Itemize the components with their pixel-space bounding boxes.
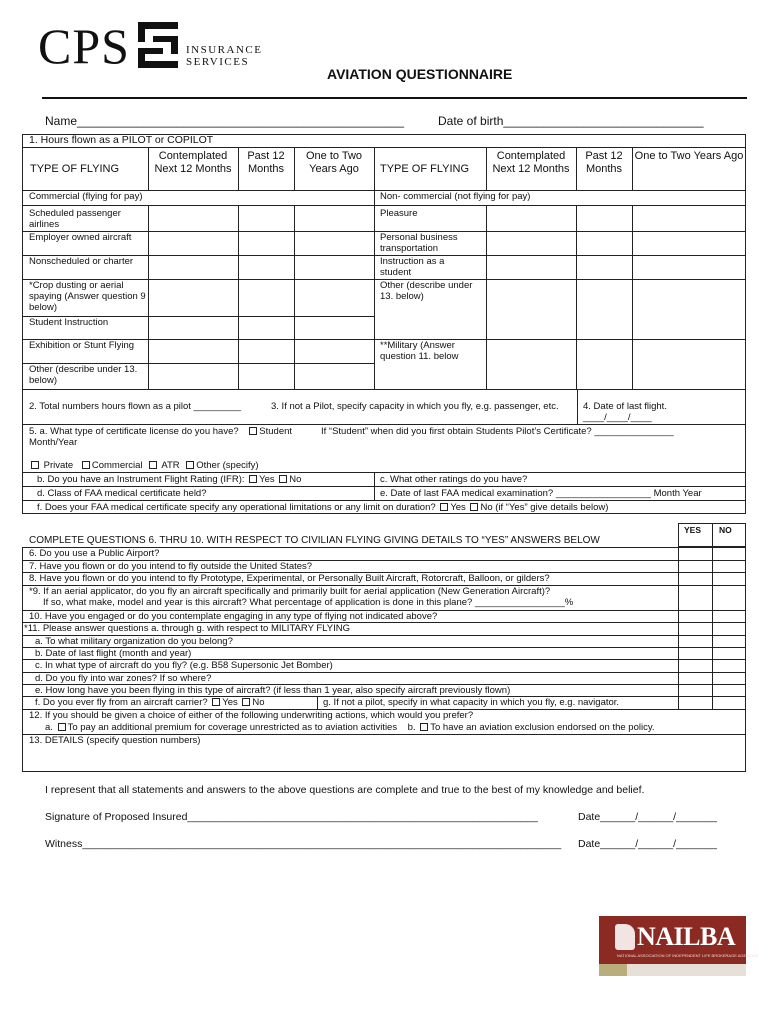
row-military: **Military (Answer question 11. below	[380, 340, 459, 362]
q5c-other-ratings: c. What other ratings do you have?	[380, 474, 528, 485]
q6-public-airport: 6. Do you use a Public Airport?	[29, 548, 160, 559]
col-past-12-right: Past 12 Months	[585, 150, 623, 175]
q5b-yes-checkbox[interactable]	[249, 475, 257, 483]
witness-date[interactable]: Date______/______/_______	[578, 838, 717, 850]
group-non-commercial: Non- commercial (not flying for pay)	[380, 191, 531, 202]
q7-outside-us: 7. Have you flown or do you intend to fly outside the United States?	[29, 561, 313, 572]
col-type-of-flying-right: TYPE OF FLYING	[380, 163, 470, 175]
commercial-checkbox[interactable]	[82, 461, 90, 469]
logo-mark-icon	[138, 22, 178, 68]
no-header: NO	[719, 525, 732, 535]
row-instruction-student: Instruction as a student	[380, 256, 445, 278]
q11f-no-checkbox[interactable]	[242, 698, 250, 706]
nailba-strip-gold	[599, 964, 627, 976]
q8-prototype: 8. Have you flown or do you intend to fly Prototype, Experimental, or Personally Built Aircraft, Rotorcraft, Balloon, or gilders?	[29, 573, 550, 584]
signature-date[interactable]: Date______/______/_______	[578, 811, 717, 823]
row-student-instruction: Student Instruction	[29, 317, 109, 328]
q3-capacity: 3. If not a Pilot, specify capacity in which you fly, e.g. passenger, etc.	[271, 401, 559, 412]
row-scheduled-passenger: Scheduled passenger airlines	[29, 208, 121, 230]
header-divider	[42, 97, 747, 99]
q11f-no-label: No	[252, 697, 265, 708]
q10-other-flying: 10. Have you engaged or do you contemplate engaging in any type of flying not indicated above?	[29, 611, 438, 622]
q5a-license-options	[29, 460, 259, 471]
row-other-left: Other (describe under 13. below)	[29, 364, 138, 386]
q5e-last-exam: e. Date of last FAA medical examination? __________________ Month Year	[380, 488, 702, 499]
q4-date-blank[interactable]: ____/____/____	[583, 412, 652, 423]
civilian-intro: COMPLETE QUESTIONS 6. THRU 10. WITH RESPECT TO CIVILIAN FLYING GIVING DETAILS TO “YES” ANSWERS BELOW	[29, 535, 600, 546]
q5b-yes-label: Yes	[259, 474, 275, 485]
q5b-ifr	[37, 474, 301, 485]
col-contemplated-next-12: Contemplated Next 12 Months	[154, 150, 232, 175]
name-field[interactable]: Name_________________________________________________	[45, 114, 405, 128]
q11f-yes-label: Yes	[222, 697, 238, 708]
hours-table-title: 1. Hours flown as a PILOT or COPILOT	[29, 134, 214, 146]
witness-line[interactable]: Witness__________________________________________________________________________________	[45, 838, 562, 850]
commercial-label: Commercial	[91, 460, 143, 471]
q11a-organization: a. To what military organization do you belong?	[35, 636, 233, 647]
q5f-yes-label: Yes	[450, 502, 466, 513]
private-label: Private	[43, 460, 74, 471]
nailba-strip-grey	[627, 964, 746, 976]
q12a-label: To pay an additional premium for coverage unrestricted as to aviation activities	[67, 722, 398, 733]
logo-text: CPS	[38, 18, 130, 74]
atr-label: ATR	[161, 460, 180, 471]
col-past-12: Past 12 Months	[247, 150, 285, 175]
q4-last-flight: 4. Date of last flight.	[583, 401, 667, 412]
row-crop-dusting: *Crop dusting or aerial spaying (Answer question 9 below)	[29, 280, 146, 313]
atr-checkbox[interactable]	[149, 461, 157, 469]
q11b-last-flight: b. Date of last flight (month and year)	[35, 648, 192, 659]
q5b-no-checkbox[interactable]	[279, 475, 287, 483]
q5f-no-checkbox[interactable]	[470, 503, 478, 511]
page-title: AVIATION QUESTIONNAIRE	[327, 66, 513, 82]
q12a-checkbox[interactable]	[58, 723, 66, 731]
row-other-right: Other (describe under 13. below)	[380, 280, 473, 302]
col-type-of-flying: TYPE OF FLYING	[30, 163, 120, 175]
col-contemplated-next-12-right: Contemplated Next 12 Months	[492, 150, 570, 175]
group-commercial: Commercial (flying for pay)	[29, 191, 143, 202]
q11g-capacity: g. If not a pilot, specify in what capacity in which you fly, e.g. navigator.	[323, 697, 620, 708]
row-pleasure: Pleasure	[380, 208, 418, 219]
q5a-label: 5. a. What type of certificate license do you have?	[29, 426, 239, 437]
row-exhibition: Exhibition or Stunt Flying	[29, 340, 135, 351]
q2-total-hours: 2. Total numbers hours flown as a pilot _________	[29, 401, 242, 412]
q12a-letter: a.	[45, 722, 53, 733]
q5f-yes-checkbox[interactable]	[440, 503, 448, 511]
q12-options	[45, 722, 655, 733]
q12-underwriting: 12. If you should be given a choice of either of the following underwriting actions, which would you prefer?	[29, 710, 474, 721]
row-nonscheduled: Nonscheduled or charter	[29, 256, 134, 267]
q5b-no-label: No	[289, 474, 302, 485]
q11f-yes-checkbox[interactable]	[212, 698, 220, 706]
q13-details: 13. DETAILS (specify question numbers)	[29, 735, 201, 746]
row-personal-business: Personal business transportation	[380, 232, 458, 254]
yes-header: YES	[684, 525, 702, 535]
representation-statement: I represent that all statements and answers to the above questions are complete and true to the best of my knowledge and belief.	[45, 784, 645, 796]
q5f-no-label: No	[480, 502, 493, 513]
q11e-duration: e. How long have you been flying in this type of aircraft? (if less than 1 year, also specify aircraft previously flown)	[35, 685, 511, 696]
q12b-letter: b.	[407, 722, 416, 733]
other-checkbox[interactable]	[186, 461, 194, 469]
q5f-limitations	[37, 502, 608, 513]
q11d-war-zones: d. Do you fly into war zones? If so where?	[35, 673, 212, 684]
nailba-logo	[599, 916, 759, 964]
q12b-checkbox[interactable]	[420, 723, 428, 731]
q11-military: *11. Please answer questions a. through g. with respect to MILITARY FLYING	[24, 623, 350, 634]
other-label: Other (specify)	[196, 460, 259, 471]
q11f-label: f. Do you ever fly from an aircraft carrier?	[35, 697, 208, 708]
logo-subtitle: INSURANCE SERVICES	[186, 44, 263, 68]
nailba-subtitle: NATIONAL ASSOCIATION OF INDEPENDENT LIFE BROKERAGE AGENCIES	[617, 953, 759, 958]
q5a-student-question: If “Student” when did you first obtain Students Pilot’s Certificate? _______________ Month/Year	[29, 426, 674, 448]
cps-logo	[38, 18, 328, 74]
q9-aerial-applicator: *9. If an aerial applicator, do you fly an aircraft specifically and primarily built for aerial application (New Generation Aircraft)?	[29, 586, 551, 597]
q11f-carrier	[35, 697, 265, 708]
q11c-aircraft-type: c. In what type of aircraft do you fly? (e.g. B58 Supersonic Jet Bomber)	[35, 660, 333, 671]
q5a-student-label: Student	[259, 426, 293, 437]
q5f-tail: (if “Yes” give details below)	[495, 502, 609, 513]
q9-make-model: If so, what make, model and year is this aircraft? What percentage of application is done in this plane? _________________%	[43, 597, 574, 608]
nailba-emblem-icon	[615, 924, 635, 950]
private-checkbox[interactable]	[31, 461, 39, 469]
q5f-label: f. Does your FAA medical certificate specify any operational limitations or any limit on duration?	[37, 502, 436, 513]
q5b-label: b. Do you have an Instrument Flight Rating (IFR):	[37, 474, 245, 485]
date-of-birth-field[interactable]: Date of birth______________________________	[438, 114, 704, 128]
col-one-to-two-years-right: One to Two Years Ago	[634, 150, 744, 162]
q5d-medical-class: d. Class of FAA medical certificate held?	[37, 488, 207, 499]
row-employer-owned: Employer owned aircraft	[29, 232, 132, 243]
col-one-to-two-years: One to Two Years Ago	[305, 150, 363, 175]
nailba-text: NAILBA	[637, 922, 736, 951]
signature-line[interactable]: Signature of Proposed Insured____________________________________________________________	[45, 811, 538, 823]
q12b-label: To have an aviation exclusion endorsed on the policy.	[430, 722, 655, 733]
